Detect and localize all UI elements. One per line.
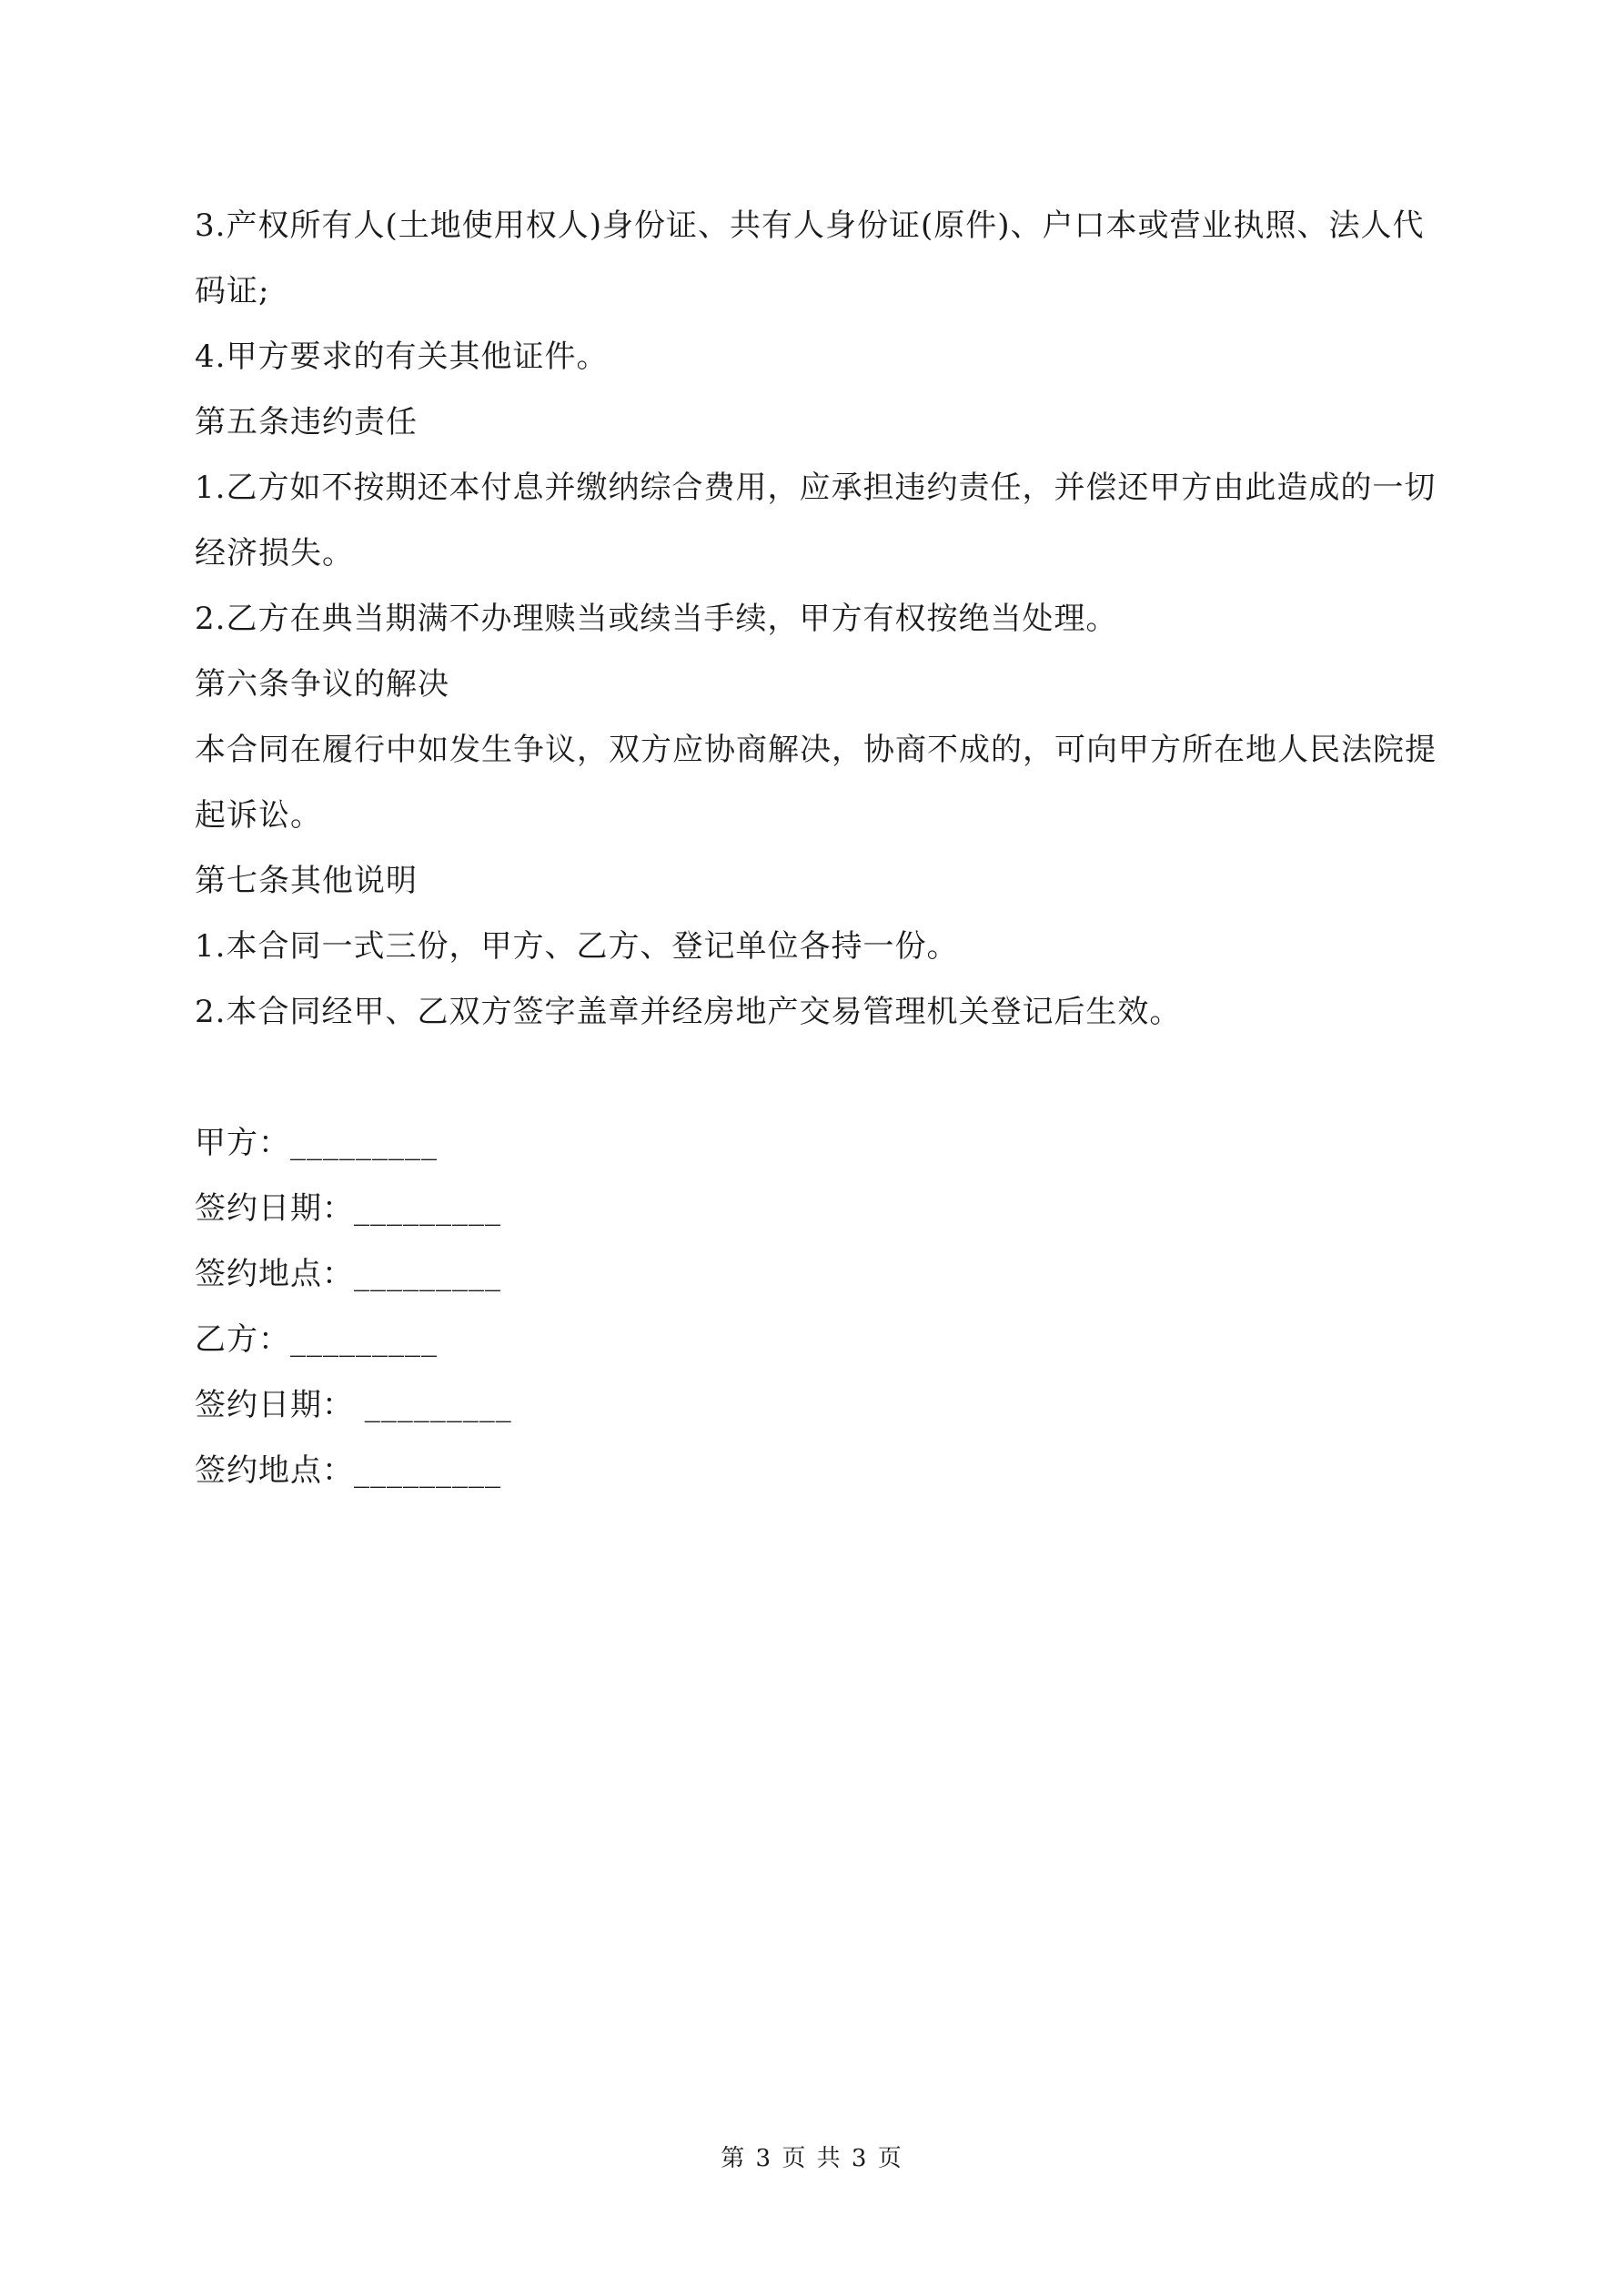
signature-party-b-date: 签约日期： _________: [195, 1387, 512, 1423]
signature-party-b-place: 签约地点：_________: [195, 1452, 501, 1489]
contract-body: [195, 193, 1441, 1503]
signature-party-a-date: 签约日期：_________: [195, 1190, 501, 1227]
page-number-footer: 第 3 页 共 3 页: [721, 2145, 903, 2172]
clause-item-effective: 2.本合同经甲、乙双方签字盖章并经房地产交易管理机关登记后生效。: [195, 994, 1182, 1030]
article-heading-breach: 第五条违约责任: [195, 404, 418, 440]
clause-item-breach-1: 1.乙方如不按期还本付息并缴纳综合费用，应承担违约责任，并偿还甲方由此造成的一切经济损失。: [195, 470, 1437, 571]
clause-item-copies: 1.本合同一式三份，甲方、乙方、登记单位各持一份。: [195, 928, 959, 965]
clause-item-breach-2: 2.乙方在典当期满不办理赎当或续当手续，甲方有权按绝当处理。: [195, 601, 1118, 637]
article-heading-dispute: 第六条争议的解决: [195, 666, 449, 703]
signature-party-a: 甲方：_________: [195, 1125, 438, 1161]
clause-item-other-documents: 4.甲方要求的有关其他证件。: [195, 339, 609, 375]
signature-party-a-place: 签约地点：_________: [195, 1256, 501, 1292]
signature-party-b: 乙方：_________: [195, 1321, 438, 1358]
article-heading-other: 第七条其他说明: [195, 863, 418, 899]
clause-item-required-ids: 3.产权所有人(土地使用权人)身份证、共有人身份证(原件)、户口本或营业执照、法人代码证;: [195, 207, 1425, 309]
clause-dispute-resolution: 本合同在履行中如发生争议，双方应协商解决，协商不成的，可向甲方所在地人民法院提起诉讼。: [195, 732, 1437, 834]
section-spacer: [195, 1045, 1441, 1110]
